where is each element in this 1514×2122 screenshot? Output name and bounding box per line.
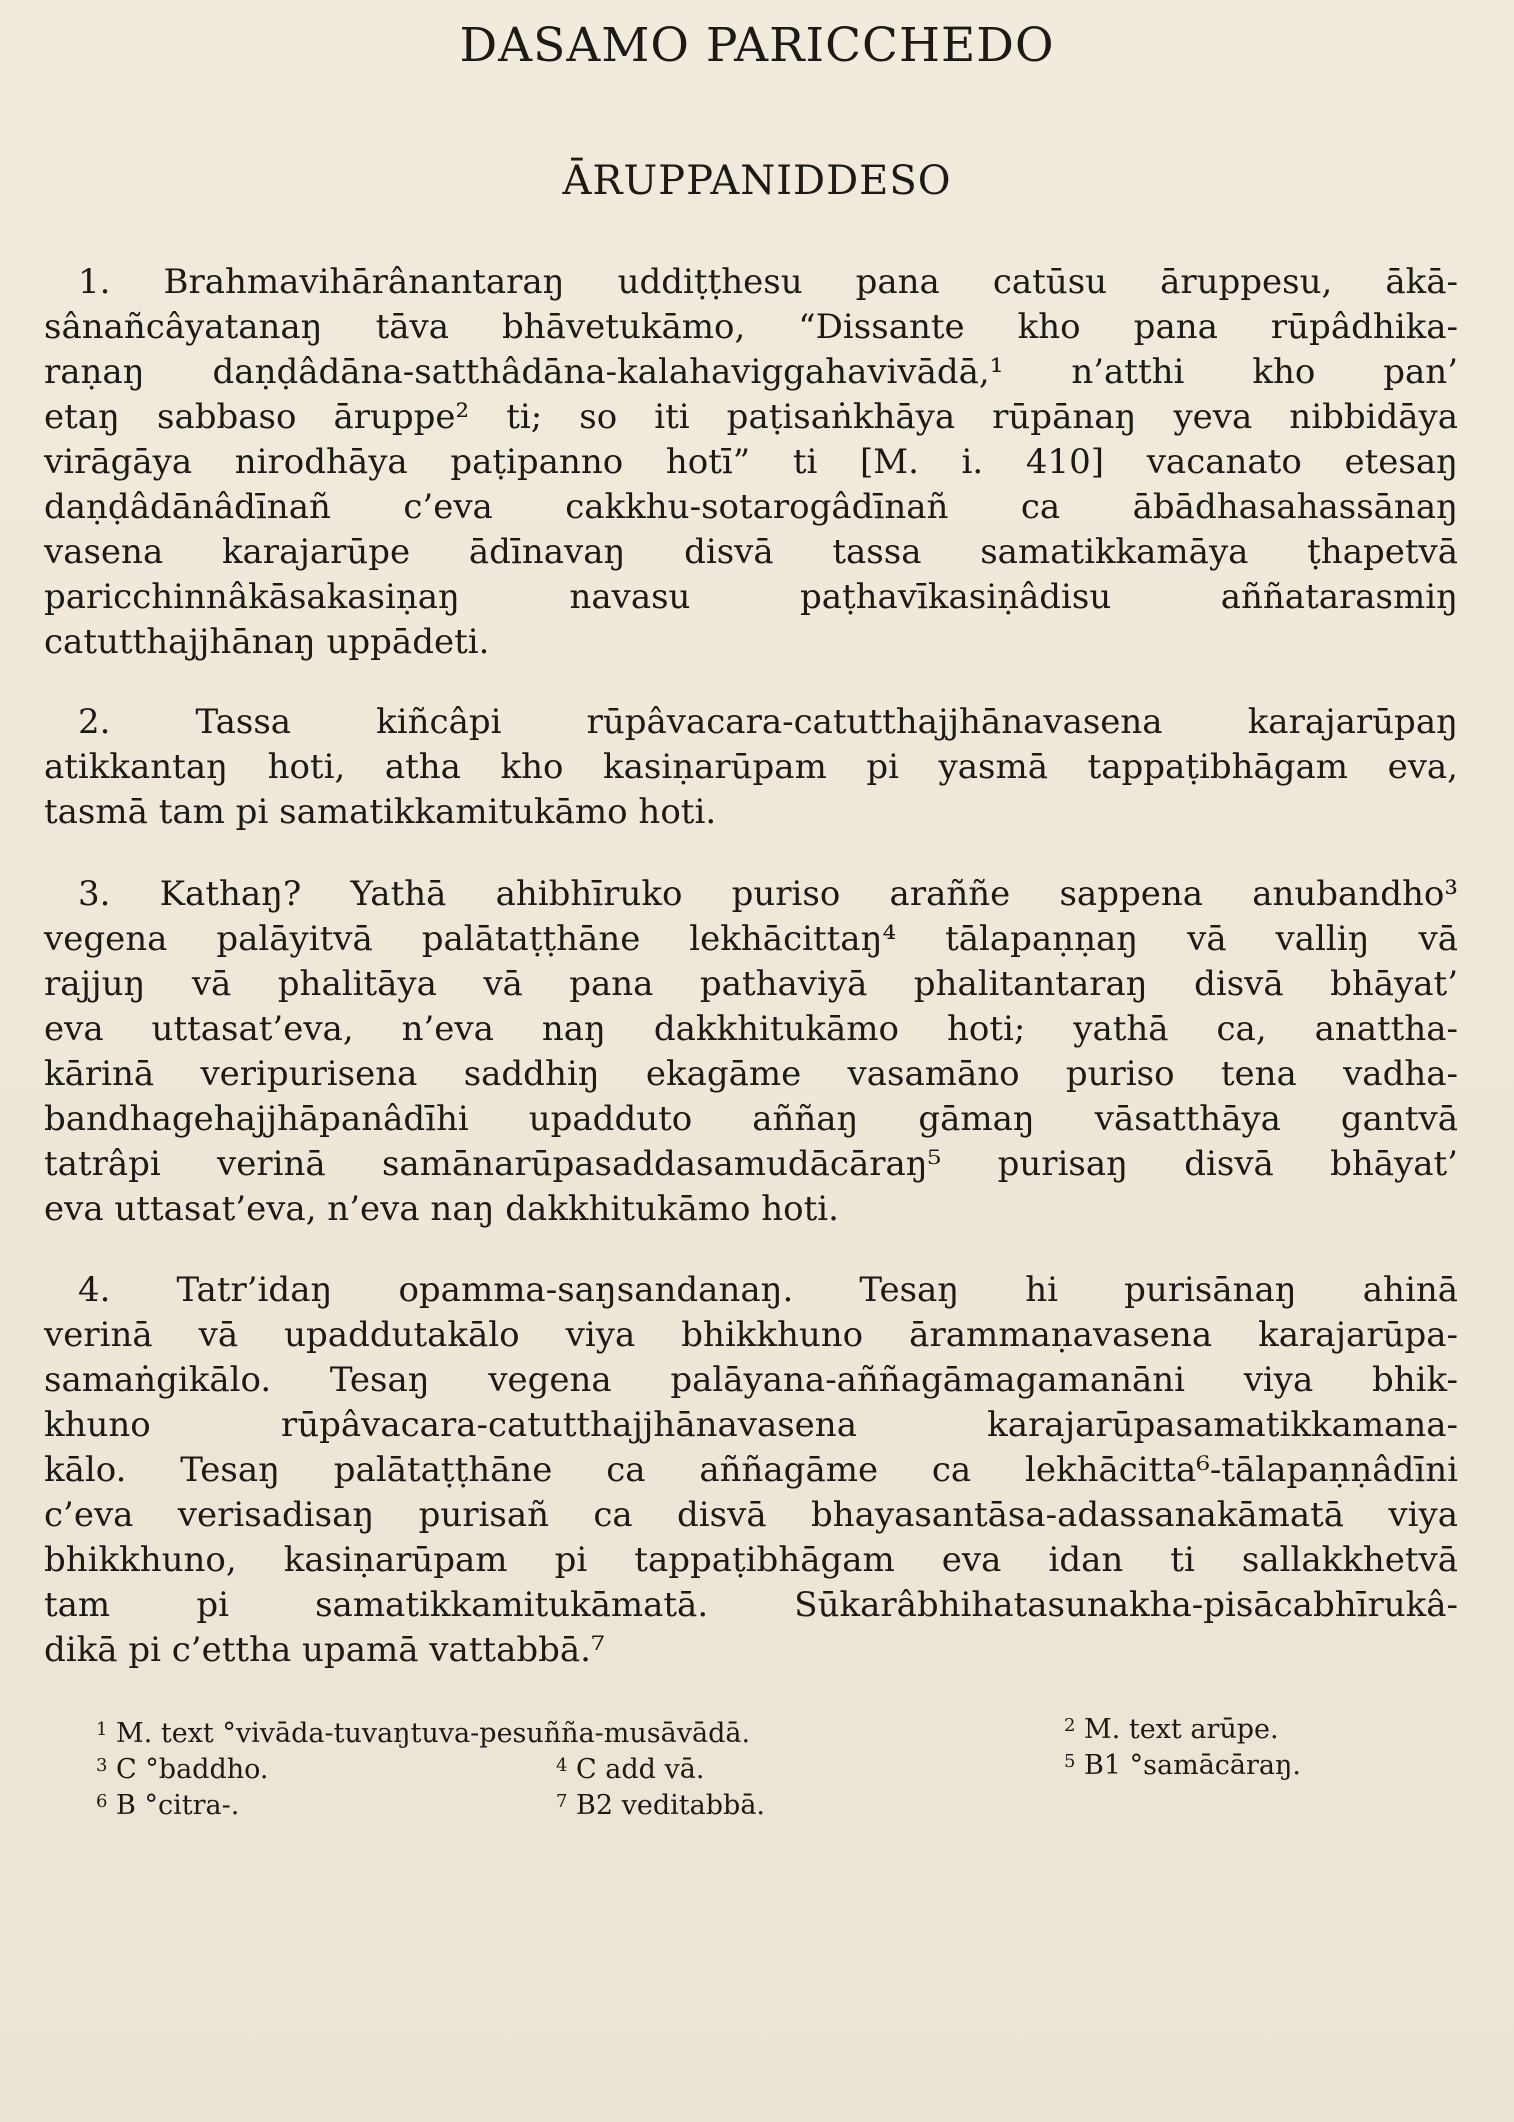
footnote-mark: 4 <box>556 1755 568 1776</box>
paragraph-line: eva uttasat’eva, n’eva naŋ dakkhitukāmo hoti; yathā ca, anattha- <box>44 1009 1458 1049</box>
paragraph-line: tasmā tam pi samatikkamitukāmo hoti. <box>44 792 717 832</box>
paragraph-line: tatrâpi verinā samānarūpasaddasamudācāraŋ⁵ purisaŋ disvā bhāyat’ <box>44 1144 1458 1184</box>
footnote-mark: 7 <box>556 1791 568 1812</box>
paragraph-line: dikā pi c’ettha upamā vattabbā.⁷ <box>44 1630 605 1670</box>
paragraph-line: atikkantaŋ hoti, atha kho kasiṇarūpam pi yasmā tappaṭibhāgam eva, <box>44 747 1458 787</box>
footnote-7 <box>556 1790 765 1822</box>
paragraph-line: c’eva verisadisaŋ purisañ ca disvā bhayasantāsa-adassanakāmatā viya <box>44 1495 1458 1535</box>
footnote-text: B2 veditabbā. <box>576 1790 765 1821</box>
paragraph-line: samaṅgikālo. Tesaŋ vegena palāyana-aññagāmagamanāni viya bhik- <box>44 1360 1458 1400</box>
paragraph-line: khuno rūpâvacara-catutthajjhānavasena karajarūpasamatikkamana- <box>44 1405 1458 1445</box>
footnote-4 <box>556 1754 704 1786</box>
footnote-text: B1 °samācāraŋ. <box>1084 1750 1301 1781</box>
chapter-title: DASAMO PARICCHEDO <box>459 18 1055 73</box>
paragraph-line: vasena karajarūpe ādīnavaŋ disvā tassa samatikkamāya ṭhapetvā <box>44 532 1458 572</box>
footnote-text: M. text arūpe. <box>1084 1714 1279 1745</box>
paragraph-line: eva uttasat’eva, n’eva naŋ dakkhitukāmo hoti. <box>44 1189 839 1229</box>
footnote-mark: 6 <box>96 1791 108 1812</box>
footnote-text: M. text °vivāda-tuvaŋtuva-pesuñña-musāvādā. <box>116 1718 751 1749</box>
footnote-5 <box>1064 1750 1301 1782</box>
footnote-text: B °citra-. <box>116 1790 240 1821</box>
footnote-6 <box>96 1790 239 1822</box>
paragraph-line: 4. Tatr’idaŋ opamma-saŋsandanaŋ. Tesaŋ hi purisānaŋ ahinā <box>78 1270 1458 1310</box>
paragraph-line: vegena palāyitvā palātaṭṭhāne lekhācittaŋ⁴ tālapaṇṇaŋ vā valliŋ vā <box>44 919 1458 959</box>
footnote-3 <box>96 1754 269 1786</box>
footnote-mark: 1 <box>96 1719 108 1740</box>
footnote-text: C °baddho. <box>116 1754 269 1785</box>
paragraph-line: kārinā veripurisena saddhiŋ ekagāme vasamāno puriso tena vadha- <box>44 1054 1458 1094</box>
footnote-1 <box>96 1718 750 1750</box>
section-subtitle: ĀRUPPANIDDESO <box>562 158 952 204</box>
paragraph-line: bandhagehajjhāpanâdīhi upadduto aññaŋ gāmaŋ vāsatthāya gantvā <box>44 1099 1458 1139</box>
paragraph-line: sânañcâyatanaŋ tāva bhāvetukāmo, “Dissante kho pana rūpâdhika- <box>44 307 1458 347</box>
paragraph-line: daṇḍâdānâdīnañ c’eva cakkhu-sotarogâdīnañ ca ābādhasahassānaŋ <box>44 487 1458 527</box>
paragraph-line: rajjuŋ vā phalitāya vā pana pathaviyā phalitantaraŋ disvā bhāyat’ <box>44 964 1458 1004</box>
paragraph-line: raṇaŋ daṇḍâdāna-satthâdāna-kalahaviggahavivādā,¹ n’atthi kho pan’ <box>44 352 1458 392</box>
paragraph-line: tam pi samatikkamitukāmatā. Sūkarâbhihatasunakha-pisācabhīrukâ- <box>44 1585 1458 1625</box>
footnote-2 <box>1064 1714 1279 1746</box>
paragraph-line: 2. Tassa kiñcâpi rūpâvacara-catutthajjhānavasena karajarūpaŋ <box>78 702 1458 742</box>
paragraph-line: etaŋ sabbaso āruppe² ti; so iti paṭisaṅkhāya rūpānaŋ yeva nibbidāya <box>44 397 1458 437</box>
paragraph-line: virāgāya nirodhāya paṭipanno hotī” ti [M. i. 410] vacanato etesaŋ <box>44 442 1458 482</box>
paragraph-line: 3. Kathaŋ? Yathā ahibhīruko puriso araññe sappena anubandho³ <box>78 874 1458 914</box>
footnote-mark: 3 <box>96 1755 108 1776</box>
footnote-text: C add vā. <box>576 1754 705 1785</box>
paragraph-line: catutthajjhānaŋ uppādeti. <box>44 622 490 662</box>
footnote-mark: 5 <box>1064 1751 1076 1772</box>
paragraph-line: paricchinnâkāsakasiṇaŋ navasu paṭhavīkasiṇâdisu aññatarasmiŋ <box>44 577 1458 617</box>
paragraph-line: verinā vā upaddutakālo viya bhikkhuno ārammaṇavasena karajarūpa- <box>44 1315 1458 1355</box>
paragraph-line: kālo. Tesaŋ palātaṭṭhāne ca aññagāme ca lekhācitta⁶-tālapaṇṇâdīni <box>44 1450 1458 1490</box>
paragraph-line: bhikkhuno, kasiṇarūpam pi tappaṭibhāgam eva idan ti sallakkhetvā <box>44 1540 1458 1580</box>
footnote-mark: 2 <box>1064 1715 1076 1736</box>
paragraph-line: 1. Brahmavihārânantaraŋ uddiṭṭhesu pana catūsu āruppesu, ākā- <box>78 262 1458 302</box>
